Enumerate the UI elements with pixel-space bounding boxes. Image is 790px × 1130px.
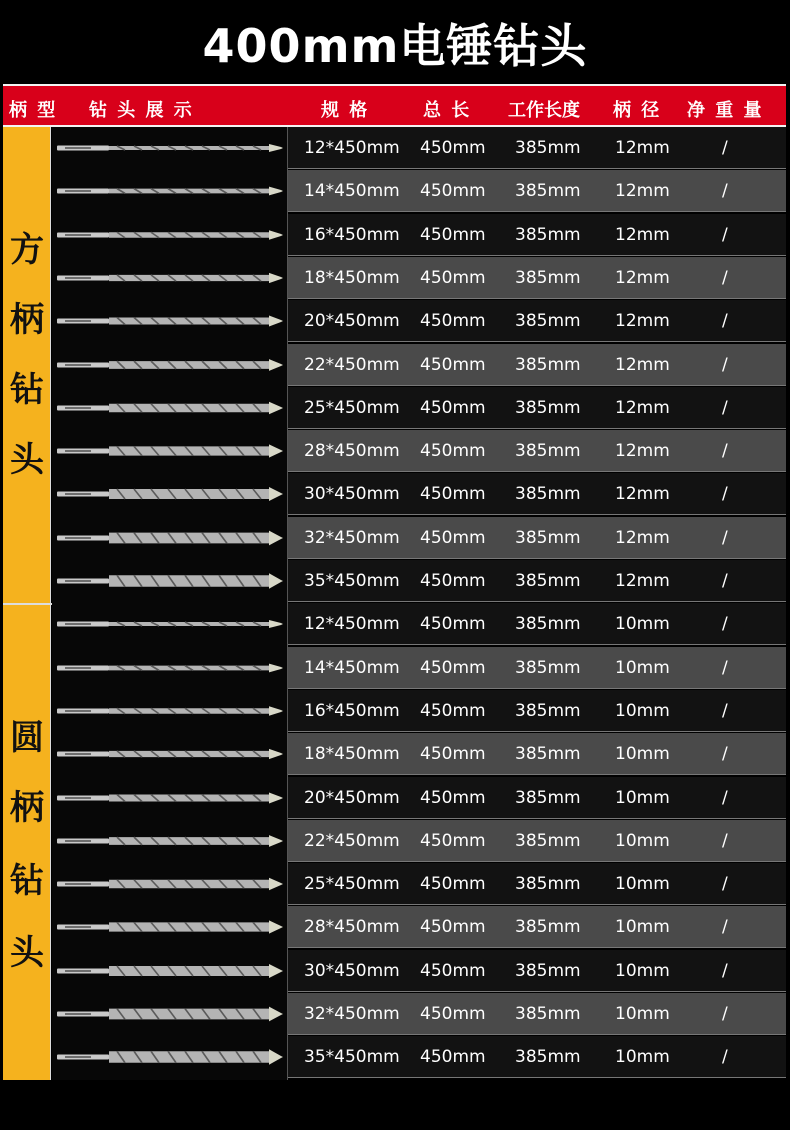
shank-diameter-cell: 10mm [615,874,670,894]
working-length-cell: 385mm [515,355,581,375]
drill-bit-icon [57,1049,285,1065]
total-length-cell: 450mm [420,268,486,288]
section-label-char: 圆 [10,718,44,758]
total-length-cell: 450mm [420,658,486,678]
working-length-cell: 385mm [515,917,581,937]
working-length-cell: 385mm [515,614,581,634]
working-length-cell: 385mm [515,398,581,418]
header-shank-diameter: 柄 径 [613,100,662,121]
spec-cell: 14*450mm [304,181,400,201]
table-row [288,517,786,559]
net-weight-cell: / [722,744,728,764]
section-label-char: 钻 [10,370,44,410]
total-length-cell: 450mm [420,744,486,764]
net-weight-cell: / [722,874,728,894]
total-length-cell: 450mm [420,181,486,201]
drill-bit-icon [57,833,285,849]
total-length-cell: 450mm [420,614,486,634]
net-weight-cell: / [722,571,728,591]
net-weight-cell: / [722,917,728,937]
net-weight-cell: / [722,788,728,808]
shank-diameter-cell: 12mm [615,355,670,375]
table-row [288,603,786,645]
section-label-char: 柄 [10,788,44,828]
drill-bit-icon [57,227,285,243]
spec-cell: 25*450mm [304,398,400,418]
total-length-cell: 450mm [420,874,486,894]
spec-cell: 32*450mm [304,1004,400,1024]
drill-bit-icon [57,270,285,286]
working-length-cell: 385mm [515,311,581,331]
drill-bit-icon [57,357,285,373]
header-total-length: 总 长 [423,100,472,121]
header-net-weight: 净 重 量 [687,100,764,121]
table-row [288,430,786,472]
shank-diameter-cell: 10mm [615,744,670,764]
shank-diameter-cell: 10mm [615,1047,670,1067]
total-length-cell: 450mm [420,528,486,548]
total-length-cell: 450mm [420,355,486,375]
net-weight-cell: / [722,614,728,634]
drill-bit-icon [57,400,285,416]
table-row [288,647,786,689]
shank-diameter-cell: 10mm [615,917,670,937]
total-length-cell: 450mm [420,311,486,331]
total-length-cell: 450mm [420,917,486,937]
spec-cell: 18*450mm [304,744,400,764]
net-weight-cell: / [722,355,728,375]
section-label-char: 柄 [10,300,44,340]
shank-diameter-cell: 12mm [615,484,670,504]
shank-diameter-cell: 12mm [615,571,670,591]
net-weight-cell: / [722,398,728,418]
drill-bit-icon [57,963,285,979]
shank-diameter-cell: 10mm [615,614,670,634]
spec-cell: 35*450mm [304,1047,400,1067]
drill-bit-icon [57,919,285,935]
total-length-cell: 450mm [420,138,486,158]
shank-diameter-cell: 10mm [615,831,670,851]
working-length-cell: 385mm [515,744,581,764]
working-length-cell: 385mm [515,701,581,721]
section-label-char: 头 [10,933,44,973]
working-length-cell: 385mm [515,225,581,245]
net-weight-cell: / [722,441,728,461]
net-weight-cell: / [722,268,728,288]
spec-cell: 20*450mm [304,311,400,331]
net-weight-cell: / [722,311,728,331]
net-weight-cell: / [722,225,728,245]
net-weight-cell: / [722,701,728,721]
spec-cell: 25*450mm [304,874,400,894]
working-length-cell: 385mm [515,528,581,548]
working-length-cell: 385mm [515,874,581,894]
table-row [288,387,786,429]
net-weight-cell: / [722,138,728,158]
total-length-cell: 450mm [420,484,486,504]
net-weight-cell: / [722,961,728,981]
total-length-cell: 450mm [420,398,486,418]
spec-cell: 30*450mm [304,484,400,504]
drill-bit-icon [57,1006,285,1022]
drill-bit-icon [57,703,285,719]
page-title: 400mm电锤钻头 [202,19,588,73]
spec-cell: 12*450mm [304,614,400,634]
shank-diameter-cell: 10mm [615,701,670,721]
shank-diameter-cell: 12mm [615,398,670,418]
drill-bit-icon [57,876,285,892]
section-label-char: 头 [10,440,44,480]
drill-bit-icon [57,183,285,199]
shank-diameter-cell: 12mm [615,311,670,331]
spec-cell: 16*450mm [304,225,400,245]
table-row [288,1036,786,1078]
spec-cell: 32*450mm [304,528,400,548]
working-length-cell: 385mm [515,268,581,288]
table-row [288,300,786,342]
spec-cell: 12*450mm [304,138,400,158]
shank-diameter-cell: 10mm [615,788,670,808]
shank-diameter-cell: 12mm [615,528,670,548]
spec-cell: 22*450mm [304,355,400,375]
shank-diameter-cell: 10mm [615,1004,670,1024]
total-length-cell: 450mm [420,1047,486,1067]
table-row [288,344,786,386]
shank-diameter-cell: 10mm [615,961,670,981]
working-length-cell: 385mm [515,138,581,158]
total-length-cell: 450mm [420,571,486,591]
net-weight-cell: / [722,528,728,548]
drill-bit-icon [57,140,285,156]
working-length-cell: 385mm [515,658,581,678]
shank-diameter-cell: 10mm [615,658,670,678]
drill-bit-icon [57,486,285,502]
working-length-cell: 385mm [515,1047,581,1067]
total-length-cell: 450mm [420,1004,486,1024]
spec-cell: 16*450mm [304,701,400,721]
spec-cell: 18*450mm [304,268,400,288]
drill-bit-icon [57,790,285,806]
working-length-cell: 385mm [515,484,581,504]
working-length-cell: 385mm [515,181,581,201]
section-label-square-shank [3,127,51,603]
net-weight-cell: / [722,1047,728,1067]
drill-bit-icon [57,443,285,459]
table-row [288,993,786,1035]
working-length-cell: 385mm [515,961,581,981]
total-length-cell: 450mm [420,701,486,721]
spec-cell: 20*450mm [304,788,400,808]
working-length-cell: 385mm [515,571,581,591]
table-row [288,257,786,299]
working-length-cell: 385mm [515,441,581,461]
spec-cell: 30*450mm [304,961,400,981]
spec-cell: 28*450mm [304,917,400,937]
net-weight-cell: / [722,181,728,201]
shank-diameter-cell: 12mm [615,225,670,245]
drill-bit-icon [57,746,285,762]
table-row [288,170,786,212]
header-working-length: 工作长度 [508,100,580,121]
drill-bit-icon [57,660,285,676]
table-row [288,214,786,256]
drill-bit-icon [57,616,285,632]
header-bit-display: 钻 头 展 示 [89,100,194,121]
table-row [288,127,786,169]
total-length-cell: 450mm [420,225,486,245]
header-spec: 规 格 [321,100,370,121]
working-length-cell: 385mm [515,831,581,851]
total-length-cell: 450mm [420,788,486,808]
section-label-char: 钻 [10,861,44,901]
shank-diameter-cell: 12mm [615,441,670,461]
table-row [288,473,786,515]
table-row [288,777,786,819]
section-label-char: 方 [10,230,44,270]
section-label-round-shank [3,605,51,1080]
net-weight-cell: / [722,484,728,504]
table-row [288,560,786,602]
header-shank-type: 柄 型 [9,100,58,121]
spec-cell: 14*450mm [304,658,400,678]
net-weight-cell: / [722,1004,728,1024]
net-weight-cell: / [722,831,728,851]
total-length-cell: 450mm [420,961,486,981]
table-row [288,906,786,948]
table-row [288,690,786,732]
working-length-cell: 385mm [515,1004,581,1024]
shank-diameter-cell: 12mm [615,181,670,201]
drill-bit-icon [57,530,285,546]
drill-bit-icon [57,573,285,589]
spec-cell: 22*450mm [304,831,400,851]
table-row [288,950,786,992]
table-header [3,84,786,127]
table-row [288,820,786,862]
shank-diameter-cell: 12mm [615,138,670,158]
spec-cell: 35*450mm [304,571,400,591]
drill-bit-icon [57,313,285,329]
total-length-cell: 450mm [420,831,486,851]
spec-cell: 28*450mm [304,441,400,461]
shank-diameter-cell: 12mm [615,268,670,288]
table-row [288,733,786,775]
table-row [288,863,786,905]
total-length-cell: 450mm [420,441,486,461]
working-length-cell: 385mm [515,788,581,808]
net-weight-cell: / [722,658,728,678]
